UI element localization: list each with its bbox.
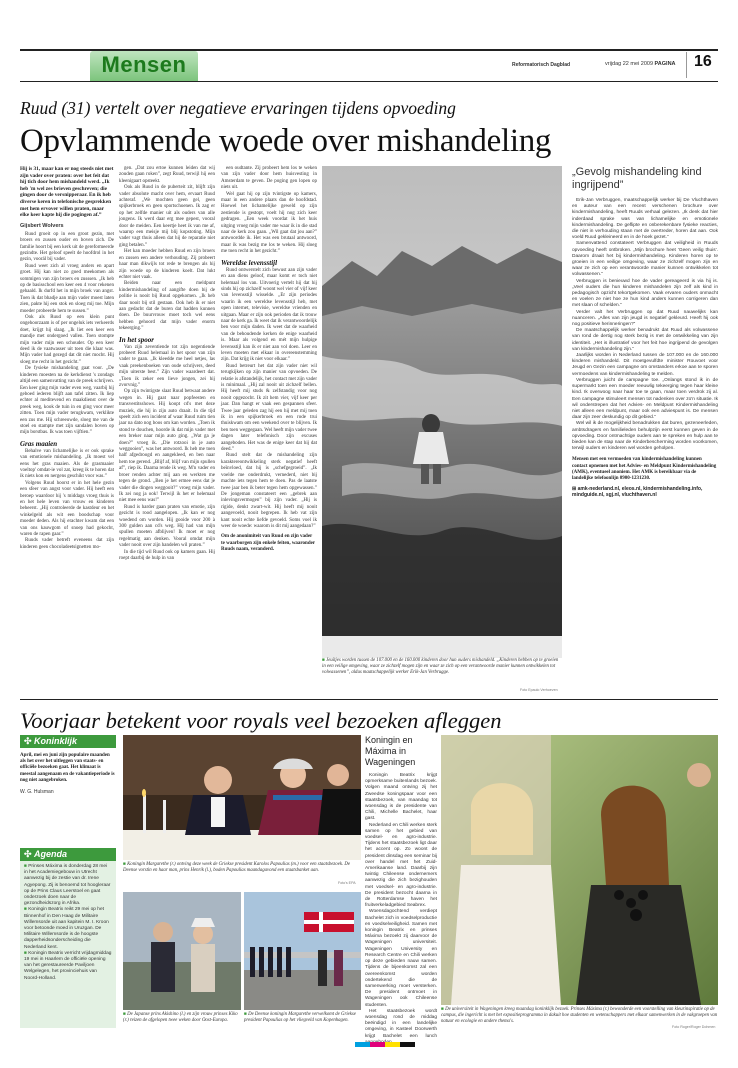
subheading-wereldse-levensstijl: Wereldse levensstijl <box>221 258 278 267</box>
paragraph: Verbruggen is benieuwd hoe de vader gereageerd is via hij is. „Veel ouders die hun kinderen mishandelen zijn zelf als kind in pedagogisch opzicht tekortgekomen. Vaak ervaren ouders onmacht en voelen ze niet hoe ze hun kind anders kunnen corrigeren dan met slaan of schelden.” <box>572 278 718 309</box>
agenda-label: Agenda <box>34 849 68 859</box>
japan-photo <box>123 892 241 1010</box>
article1-col2b-text <box>119 345 215 563</box>
chile-title: Koningin en Máxima in Wageningen <box>365 735 416 767</box>
paragraph: Het staatsbezoek wordt woensdag rond de middag beëindigd in een landelijke omgeving, in Kasteel Doorwerth krijgt Bachelet een lunch <box>365 1008 437 1039</box>
article1-headline: Opvlammende woede over mishandeling <box>20 123 552 159</box>
section-divider <box>20 699 718 700</box>
color-bar <box>355 1042 415 1047</box>
koninklijk-byline: W. G. Hulsman <box>20 789 54 796</box>
paragraph: gen. „Dat zou ertoe kunnen leiden dat wij zouden gaan roken”, zegt Ruud, terwijl hij een kleenigaart opsteekt. <box>119 166 215 184</box>
anonymity-note: Om de anonimiteit van Ruud en zijn vader te waarborgen zijn enkele feiten, waaronder Ruuds naam, veranderd. <box>221 534 315 552</box>
paragraph: Ook als Ruud op een klein punt ongehoorzaam is of per ongeluk iets verkeerds doet, krijgt hij slaag. „Ik liet een keer een mandje met ondergoed vallen. Toen stompte mijn vader mijn een schouder. Op een keer deed ik de vaatwasser uit toen die klaar was. Mijn vader had gezegd dat dit niet mocht. Hij sloeg me recht in het gezicht.” <box>20 315 114 365</box>
subheading-in-het-spoor: In het spoor <box>119 335 155 344</box>
airport-photo <box>244 892 361 1010</box>
agenda-item: ■ Koningin Beatrix verricht vrijdagmiddag 19 mei in Haarlem de officiële opening van het gerestaureerde Paviljoen Welgelegen, het provinciehuis van Noord-Holland. <box>24 950 112 981</box>
maxima-caption-text: De universiteit in Wageningen kreeg maandag koninklijk bezoek. Prinses Máxima (r.) bewonderde een voorstelling van kleurinspiratie op de campus, die ingericht is met het expositieprogramma in dakuit hoe studenten en wetenschappers met elkaar samenwerken in de vakgroepen van natuur en ecologie en andere thema's. <box>441 1007 718 1024</box>
link-icon: ⊞ <box>572 486 578 493</box>
banquet-caption: ■ Koningin Margarethe (r.) ontving deze week de Griekse president Karolos Papoulias (m.) voor een staatsbezoek. De Deense vorstin en haar man, prins Henrik (l.), boden Papoulias maandagavond een staatsbanket aan. <box>123 862 350 873</box>
paragraph: Ruud is harder gaan praten van emotie, zijn gezicht is rood aangelopen. „Ik kan er nog woedend om worden. Hij gooide voor 200 à 300 gulden aan cd's weg. Hij had van mijn spullen moeten afblijven! Ik moet er nog regelmatig aan denken. Vooral omdat mijn vader nooit over zijn handelen wil praten.” <box>119 504 215 549</box>
paragraph: Wel wil ik de mogelijkheid benadrukken dat buren, gezeneerleden, ambtsdragers en familieleden behulpzijn eerst kunnen geven in de opvoeding. Door ontmachtige ouders aan te spreken en hulp aan te bieden kan de stap naar de Kinderbescherming worden voorkomen, terwijl ouders en kinderen wel worden geholpen. <box>572 421 718 452</box>
banquet-photo <box>123 735 361 860</box>
maxima-caption: ■ De universiteit in Wageningen kreeg maandag koninklijk bezoek. Prinses Máxima (r.) bewonderde een voorstelling van kleurinspiratie op de campus, die ingericht is met het expositieprogramma in dakuit hoe studenten en wetenschappers met elkaar samenwerken in de vakgroepen van natuur en ecologie en andere thema's. <box>441 1007 718 1024</box>
page-number: 16 <box>694 53 712 70</box>
agenda-item: ■ Koningin Beatrix reikt 29 mei op het Binnenhof in Den Haag de Militaire Willemsorde uit aan kapitein M. I. Kroon voor betoonde moed in Uruzgan. De Militaire Willemsorde is de hoogste dapperheidsonderscheiding die Nederland kent. <box>24 907 109 950</box>
paper-name: Reformatorisch Dagblad <box>512 62 571 68</box>
child-at-sea-photo <box>322 166 562 658</box>
paragraph: Op zijn twintigste slaat Ruud betwaat andere wegen in. Hij gaat naar popfeesten en transvestitsshows. Hij koopt cd's met deze muziek, die hij in zijn auto draait. In die tijd speelt zich een incident af waar Ruud ruim tien jaar na dato nog boos om kan worden. „Toen ik stond te douchen, hoorde ik dat mijn vader met een breker naar mijn auto ging. „Wat ga je doen?” vroeg ik. „Die rotzooi in je auto weggooien”, was het antwoord. Ik heb me toen half afgedroogd en aangekleed, en ben naar hem toe gerend. „Blijf af, blijf van mijn spullen af”, riep ik. Daarna rende ik weg. M'n vader en broer renden achter mij aan en werkten me tegen de grond. „Ben je het ermee eens dat je vader die dingen weggooit?” vroeg mijn vader. Ik zei nog ja ook! Terwijl ik het er helemaal niet mee eens was!” <box>119 389 215 504</box>
paragraph: Het kan moeder hebben Ruud en zijn broers en zussen een andere verhouding. Zij probeert haar man dikwijls tot rede te brengen als hij zijn woede op de kinderen koelt. Dat lukt echter niet vaak. <box>119 249 215 280</box>
chile-text <box>365 773 437 1046</box>
paragraph: een oudtante. Zij probeert hem los te weken van zijn vader door hem huisvesting in Amsterdam te geven. De poging gen lopen op niets uit. <box>221 166 317 191</box>
paragraph: Ruud ontwerstelt zich bewust aan zijn vader en aan diens geloof, maar komt er toch niet helemaal los van. Uitvoerig vertelt hij dat hij sinds hij op zichzelf woont wel vier of vijf keer van levensstijl wisselde. „Er zijn periodes waarin ik een wereldse levensstijl heb, met open internet, televisie, wereldse vrienden en uitgaan. Maar er zijn ook perioden dat ik trouw naar de kerk ga. Ik weet dat ik verantwoordelijk ben voor mijn daden. Ik weet dat de waarheid van de behoudende kerken de enige waarheid is. Maar als volgend en mét mijn hulpige levensstijl kan ik er niet aan vol doen. Leer en leven moeten met elkaar in overeenstemming zijn. Dat krijg ik niet voor elkaar.” <box>221 267 317 363</box>
agenda-list <box>20 861 116 985</box>
banquet-credit: Foto's EPA <box>338 881 356 885</box>
article1-col2-text <box>119 166 215 333</box>
agenda-item: ■ Prinses Máxima is donderdag 28 mei in het Academiegebouw in Utrecht aanwezig bij de zestie van dr. Irene Agyepong. Zij is benoemd tot hoogleraar op de Prins Claus Leerstoel en gaat onderzoek doen naar de gezondheidszorg in Afrika. <box>24 864 111 907</box>
paragraph: Woensdagochtend verdiept Bachelet zich in voedselproductie en voedselveiligheid. Samen met koningin Beatrix en prinses Máxima bezoekt zij daarvoor de Wageningen universiteit. Wageningen University en Research Centre en Chili werken op deze gebieden nauw samen. Tijdens de bijeenkomst zal een overeenkomst worden ondertekend die de samenwerking moet versterken. De president ontmoet in Wageningen ook Chileense studenten. <box>365 909 437 1008</box>
caption-text: Jeuïtjes worden tussen de 107.000 en de 160.000 kinderen door hun ouders mishandeld. „Kinderen hebben op te groeien in een veilige omgeving, waar ze zichzelf mogen zijn en waar ze zich op een verantwoorde manier kunnen ontwikkelen tot volwassenen”, aldus maatschappelijk werker Erik-Jan Verbrugge. <box>322 658 559 675</box>
paragraph: Verder valt het Verbruggen op dat Ruud nauwelijks kan nuanceren. „Alles van zijn jeugd is negatief gekleurd. Heeft hij ook nog positieve herinneringen?” <box>572 309 718 328</box>
paragraph: Ruud betreurt het dat zijn vader niet wil terugkijken op zijn manier van opvoeden. De relatie is afstandelijk, het contact met zijn vader is minimaal. „Hij zal nooit uit zichzelf bellen. Hij heeft mij studs & zelfstandig voor nog nooit opgezocht. Ik zit hem vier, vijf keer per jaar. Dan hangt er vaak een gespannen sfeer. Twee jaar geleden zag hij een hij met mij toen ik in een spijkerbroek en een rode trui thuiskwam om een weekend over te blijven. Ik ben toen weggegaan. Wel heeft mijn vader twee dagen later telefonisch zijn excuses aangeboden. Het was de enige keer dat hij dat deed.” <box>221 363 317 453</box>
sidebar-links-text[interactable]: amk-nederland.nl, eleos.nl, kindermishandeling.info, mindguide.nl, sgj.nl, vluchthaven.nl <box>572 486 703 499</box>
sidebar-quote: „Gevolg mishandeling kind ingrijpend” <box>572 166 702 191</box>
paragraph: Ruud groeit op in een groot gezin, met broers en zussen ouder en boven zich. De familie hoort bij een kerk uit de gereformeerde gezindte. Het geloof speelt de hoofdrol in het gezin, voorál bij vader. <box>20 231 114 263</box>
paragraph: Beiden naar een meldpunt kindermishandeling of aangifte doen bij de politie is nooit bij Ruud opgekomen. „Ik heb daar nooit bij stil gestaan. Ook heb ik er niet aan gedacht dat de buren dat hadden kunnen doen. De buurvrouw moet toch wel eens hebben gehoord dat mijn vader enorm tekeerging.” <box>119 281 215 332</box>
airport-image <box>244 892 361 1010</box>
article2-headline: Voorjaar betekent voor royals veel bezoeken afleggen <box>20 708 502 733</box>
masthead <box>20 44 718 86</box>
article1-byline: Gijsbert Wolvers <box>20 222 64 229</box>
maxima-credit: Foto Roger/Roger Dohmen <box>672 1025 716 1029</box>
sidebar-links <box>572 486 718 498</box>
article1-photo-caption <box>322 658 562 675</box>
page-number-divider <box>686 52 687 78</box>
airport-caption: ■ De Deense koningin Margarethe verwelkomt de Griekse president Papoulias op het vliegveld van Kopenhagen. <box>244 1012 356 1023</box>
article1-photo <box>322 166 562 658</box>
article1-column-1 <box>20 166 114 671</box>
article1-col1-text <box>20 232 114 437</box>
paragraph: In die tijd wil Ruud ook op kamers gaan. Hij roept daarbij de hulp in van <box>119 549 215 561</box>
paragraph: Volgens Ruud hoorst er in het hele gezin een sfeer van angst voor vader. Hij heeft een beroep waardoor hij 's middags vroeg thuis is en het hele leven van vrouw en kinderen beheerst. „Hij controleerde de kastdeur en het winkelgeld als wit een boodschap voor moeder deden. Als hij erachter kwam dat een van ons kauwgom of snoep had gekocht, waren de rapen gaar.” <box>20 480 114 538</box>
paragraph: Behalve van lichamelijke is er ook sprake van emotionele mishandeling. „Ik moest vel eens het gras maaien. Als de grasmaaier voeltop' omdat-ie vol zat, kreeg ik te horen dat ik niets kon en nergens geschikt voor was.” <box>20 448 114 480</box>
crown-icon: ✣ <box>24 736 35 746</box>
article1-col3b-text <box>221 268 317 531</box>
article1-photo-credit: Foto Epaulo Verhoeven <box>520 688 558 692</box>
paragraph: Koningin Beatrix krijgt opmerksame buitenlands bezoek. Volgen maand ontving zij het Zweedse koningspaar voor een staatsbezoek, van maandag tot woensdag is de presidente van Chili, Michelle Bachelet, haar gast. <box>365 773 437 822</box>
paragraph: Ruuds vader betreft eveneens dat zijn kinderen geen chocoladeetsignetten mo- <box>20 538 114 550</box>
article1-col3-text <box>221 166 317 256</box>
sidebar <box>572 166 718 686</box>
banquet-caption-text: Koningin Margarethe (r.) ontving deze week de Griekse president Karolos Papoulias (m.) voor een staatsbezoek. De Deense vorstin en haar man, prins Henrik (l.), boden Papoulias maandagavond een staatsbanket aan. <box>123 862 350 873</box>
japan-caption: ■ De Japanse prins Akishino (l.) en zijn vrouw prinses Kiko (r.) reizen de afgelopen twee weken door Oost-Europa. <box>123 1012 238 1023</box>
subheading-gras-maaien: Gras maaien <box>20 439 58 448</box>
koninklijk-box <box>20 735 116 827</box>
agenda-header <box>20 848 116 861</box>
photo-caption-bar <box>322 636 562 658</box>
issue-date-text: vrijdag 22 mei 2009 <box>605 61 654 67</box>
paragraph: Ruud weet zich al vroeg anders en apart groet. Hij kan niet zo goed meekomen als sommigen van zijn broers en zusssen. „Ik heb op de basisschool een keer een 4 voor rekenen gehaald. Ik durfd het in mijn broek van angst. Toen ik dat bhadje aan mijn vader moest laten zien, pakte hij een stok en sloeg mij toe. Mijn moeder probeerde hem te sussen.” <box>20 263 114 314</box>
article1-column-2 <box>119 166 215 671</box>
section-title: Mensen <box>101 52 187 77</box>
issue-date <box>605 61 676 67</box>
article1-column-3 <box>221 166 317 671</box>
paragraph: Jaarlijks worden in Nederland tussen de 107.000 en de 160.000 kinderen mishandeld. Dit moetgevulfdte minister Rouvoet voor Jeugd en Gezin een campagne om omstanders erkoe aan te sporen vermoedens van kindermishandeling te melden. <box>572 353 718 377</box>
paragraph: Ook als Ruud in de puberteit zit, blijft zijn vader absolute macht over hem, ervaart Ruud achteraf. „We mochten geen gel, geen spijkerbroek en geen sportschoenen. Ik zag er op het zelfde manier uit als ouders van alle jongens. Ik werd daar erg mee gepest, vooral door de meiden. Een keertje heet ik van me af, waarop een meisje mij blij kopstoting. Mijn vader vagt thuis alleen dat hij de reparatie niet ging betalen.” <box>119 185 215 248</box>
sidebar-bold-note: Mensen met een vermoeden van kindermishandeling kunnen contact opnemen met het Advies- en Meldpunt Kindermishandeling (AMK), eventueel anoniem. Het AMK is bereikbaar via de landelijke telefoonlijn 0900-1231230. <box>572 457 717 481</box>
paragraph: Nederland en Chili werken sterk samen op het gebied van voedsel- en agro-industrie. Tijdens het staatsbezoek ligt daar het accent op. Zo woont de president dinsdag een seminar bij over handel met het Zuid-Amerikaanse land. Daarbij zijn twintig Chileense ondernemers aanwezig die zich bezighouden met voedsel- en agro-industrie. De president bezocht daarna in de Rotterdamse haven het fruitverkeladgebied Seabrex. <box>365 822 437 909</box>
paragraph: Samenvattend constateert Verbruggen dat veiligheid in Ruuds opvoeding heeft ontbroken. „Mijn brochure heet ‘Geen veilig thuis’. Daarom draait het bij kindermishandeling. Kinderen horen op te groeien in een veilige omgeving, waar ze zichzelf mogen zijn en waar ze zich op een verantwoorde manier kunnen ontwikkelen tot volwassenen.” <box>572 241 718 278</box>
paragraph: De fysieke mishandeling gaat voor. „De kinderen moesten na de kerkdienst 's zondags altijd een samenvatting van de preek schrijven. Een keer ging mijn vader even weg, vaarbij hij geboed iederen blijft aan tafel zitten. Ik liep echter al meditevend en maakdienst over de preek weg, kook de tuin in en ging voor meer zitten. Toen mijn vader terugkwam, verklikte een zus me. Hij schreeuwde, sloeg me van de stoel en stampte met zijn sandalen boven op mijn borstbas. Ik was toen vijftien.” <box>20 366 114 436</box>
koninklijk-label: Koninklijk <box>34 736 78 746</box>
japan-image <box>123 892 241 1010</box>
koninklijk-intro: April, mei en juni zijn populaire maanden als het over het uitleggen van staats- en officiële bezoeken gaat. Het klimaat is meestal aangenaam en de vakantieperiode is nog niet aangebroken. <box>20 753 115 783</box>
page-label: PAGINA <box>654 61 676 67</box>
paragraph: Wel gaat hij op zijn tvintigste op kamers, maar in een andere plaats dan de hoofdstad. Hoewel het lichamelijke geweld op zijn zestiende is gestopt, voelt hij nog zich keer gedragen. „Een week voordat ik het huis uitging vroeg mijn vader me waar ik in die stad naar de kerk zou gaan. „Wil gaat dat jou aan?” antwoordde ik. Het was een brutaal antwoord, maar ik was bezig me los te weken. Hij sloeg me toen recht in het gezicht.” <box>221 191 317 255</box>
paragraph: Erik-Jan Verbruggen, maatschappelijk werker bij De Vluchthaven en auteur van een recent verschenen brochure over kindermishandeling, heeft Ruuds verhaal gelezen. „Ik denk dat hier inderdaad sprake was van lichamelijke en emotionele kindermishandeling. De geflipte en onberekenbare fysieke reacties, die niet in verhouding staan met de overtreder, horen dat aan. Ook voeld Ruud gekleineerd en in de hoek gezet.” <box>572 198 718 241</box>
banquet-image <box>123 735 361 860</box>
japan-caption-text: De Japanse prins Akishino (l.) en zijn vrouw prinses Kiko (r.) reizen de afgelopen twee weken door Oost-Europa. <box>123 1012 238 1023</box>
agenda-box <box>20 848 116 1028</box>
paragraph: Verbruggen juicht de campagne toe. „Onlangs stond ik in de supermarkt toen een moeder reeuwlig tekeerging tegen haar kleine kind. Ik overwoog naar haar toe te gaan, maar toen verdrok zij al. Een campagne stimuleert mensen tot nadenken over zo'n situatie. Ik wil onderstrepen dat het Advies- en Meldpunt Kindermishandeling niet alleen een meldpunt, maar ook een adviespunt is. De mensen daar zijn zeer deskundig op dit gebied.” <box>572 377 718 421</box>
paragraph: Van zijn zeventiende tot zijn negentiende probeert Ruud helemaal in het spoor van zijn vader te gaan. „Ik kleedde me heel netjes, las vaak preekenboeken van oude schrijvers, deed mijn uiterste best.” Zijn vader waardeert dat. „Toen ik zeker een lieve jongen, zei hij zvorvnig.” <box>119 344 215 388</box>
maxima-photo <box>441 735 718 1005</box>
article1-lead: Hij is 31, maar kan er nog steeds niet met zijn vader over praten: over het feit dat hij tich door hem mishandeld werd. „Ik heb 'm wel zes brieven geschreven; die gingen door de versnipperaar. En ik heb diverse keren in telefonische gesprekken met hem ervover willen praten, maar elke keer kapte hij die pogingen af.” <box>20 166 114 219</box>
chile-article <box>365 735 437 1039</box>
maxima-image <box>441 735 718 1005</box>
masthead-bottom-rule <box>20 81 718 82</box>
caption-bullet: ■ <box>322 658 327 663</box>
paragraph: Ruud stelt dat de mishandeling zijn karaktereontwikkeling sterk negatief heeft beïnvloed, dat hij is „schefgegroeid”. „Ik voelde me onderdrukt, vernederd, niet bij machte iets tegen hem te doen. Pas de laatste twee jaar ben ik beter tegen hem opgewassen.” De jongeman constateert een „gebrek aan inlevingsvermogen” bij zijn vader. „Hij is rigide, denkt zwart-wit. Hij heeft mij nooit aangevoeld, nooit begrepen. Ik heb vat zijn kant nooit echte liefde gevoeld. Soms voel ik weer de woede: waarom is dit mij aangedaan?” <box>221 453 317 529</box>
sidebar-text <box>572 198 718 452</box>
paragraph: De maatschappelijk werker benadrukt dat Ruud als volwassene van rond de dertig nog sterk bezig is met de ontwikkeling van zijn identiteit. „Het is illustratief voor het feit hoe ingrijpend de gevolgen van kindermishandeling zijn.” <box>572 328 718 352</box>
airport-caption-text: De Deense koningin Margarethe verwelkomt de Griekse president Papoulias op het vliegveld van Kopenhagen. <box>244 1012 356 1023</box>
koninklijk-header <box>20 735 116 748</box>
article1-kicker: Ruud (31) vertelt over negatieve ervaringen tijdens opvoeding <box>20 98 456 118</box>
article1-col1b-text <box>20 449 114 552</box>
agenda-icon: ✣ <box>24 849 35 859</box>
